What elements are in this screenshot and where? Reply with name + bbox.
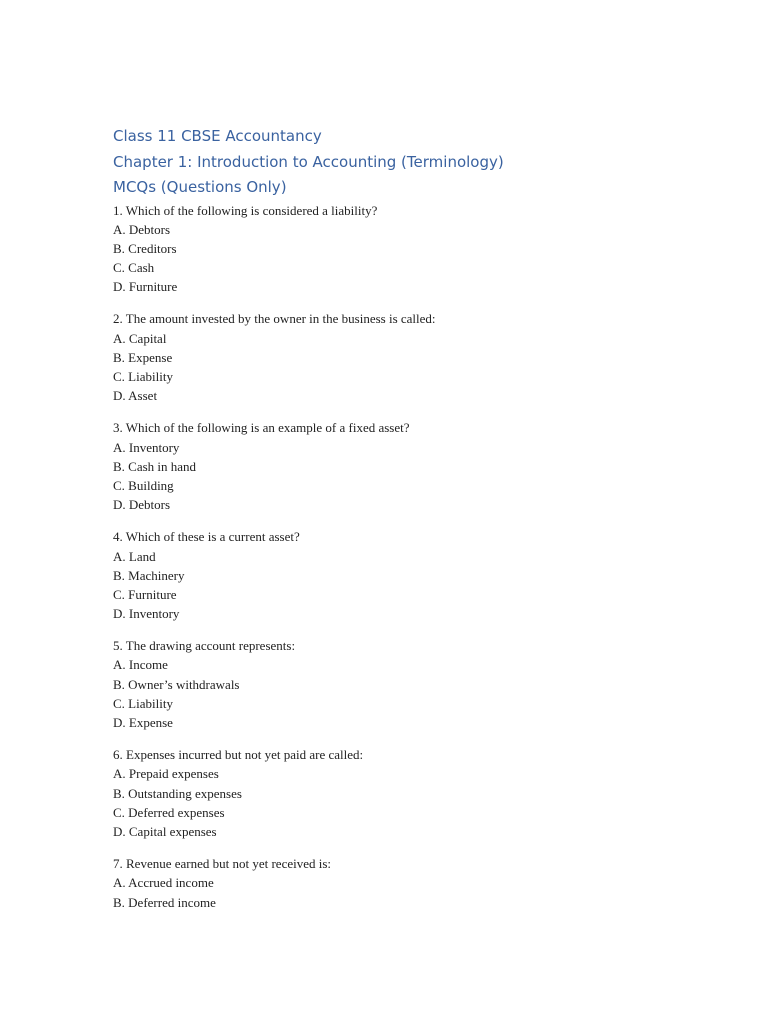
question-3 xyxy=(113,418,713,514)
option-c: C. Liability xyxy=(113,695,173,711)
question-1 xyxy=(113,201,713,297)
question-text: 4. Which of these is a current asset? xyxy=(113,529,300,545)
option-a: A. Inventory xyxy=(113,439,180,455)
option-a: A. Prepaid expenses xyxy=(113,766,219,782)
option-c: C. Deferred expenses xyxy=(113,804,225,820)
option-b: B. Creditors xyxy=(113,240,177,256)
option-d: D. Asset xyxy=(113,388,158,404)
option-c: C. Furniture xyxy=(113,586,177,602)
chapter-title: Chapter 1: Introduction to Accounting (Terminology) xyxy=(113,152,504,171)
option-b: B. Cash in hand xyxy=(113,458,197,474)
option-c: C. Building xyxy=(113,477,174,493)
option-d: D. Inventory xyxy=(113,606,180,622)
option-d: D. Expense xyxy=(113,715,173,730)
option-d: D. Debtors xyxy=(113,497,171,513)
question-text: 5. The drawing account represents: xyxy=(113,638,296,654)
option-b: B. Expense xyxy=(113,349,173,365)
question-6 xyxy=(113,745,713,841)
option-b: B. Outstanding expenses xyxy=(113,785,242,801)
option-a: A. Income xyxy=(113,657,168,673)
question-4 xyxy=(113,527,713,623)
question-text: 2. The amount invested by the owner in the business is called: xyxy=(113,311,436,327)
option-a: A. Debtors xyxy=(113,221,171,237)
option-a: A. Accrued income xyxy=(113,875,214,891)
option-c: C. Cash xyxy=(113,260,155,276)
question-text: 6. Expenses incurred but not yet paid are called: xyxy=(113,747,364,763)
option-a: A. Capital xyxy=(113,330,167,346)
option-a: A. Land xyxy=(113,548,156,564)
section-title: MCQs (Questions Only) xyxy=(113,178,287,196)
option-b: B. Machinery xyxy=(113,567,185,583)
option-b: B. Owner’s withdrawals xyxy=(113,676,240,692)
option-b: B. Deferred income xyxy=(113,894,216,910)
option-d: D. Furniture xyxy=(113,279,178,295)
question-text: 3. Which of the following is an example of a fixed asset? xyxy=(113,420,410,436)
question-text: 1. Which of the following is considered a liability? xyxy=(113,202,378,218)
option-c: C. Liability xyxy=(113,369,173,384)
document-title: Class 11 CBSE Accountancy xyxy=(113,127,322,145)
document-page xyxy=(113,124,713,925)
question-text: 7. Revenue earned but not yet received is: xyxy=(113,856,332,872)
question-list xyxy=(113,201,713,912)
question-7 xyxy=(113,854,713,912)
question-5 xyxy=(113,636,713,732)
option-d: D. Capital expenses xyxy=(113,823,217,839)
question-2 xyxy=(113,309,713,405)
